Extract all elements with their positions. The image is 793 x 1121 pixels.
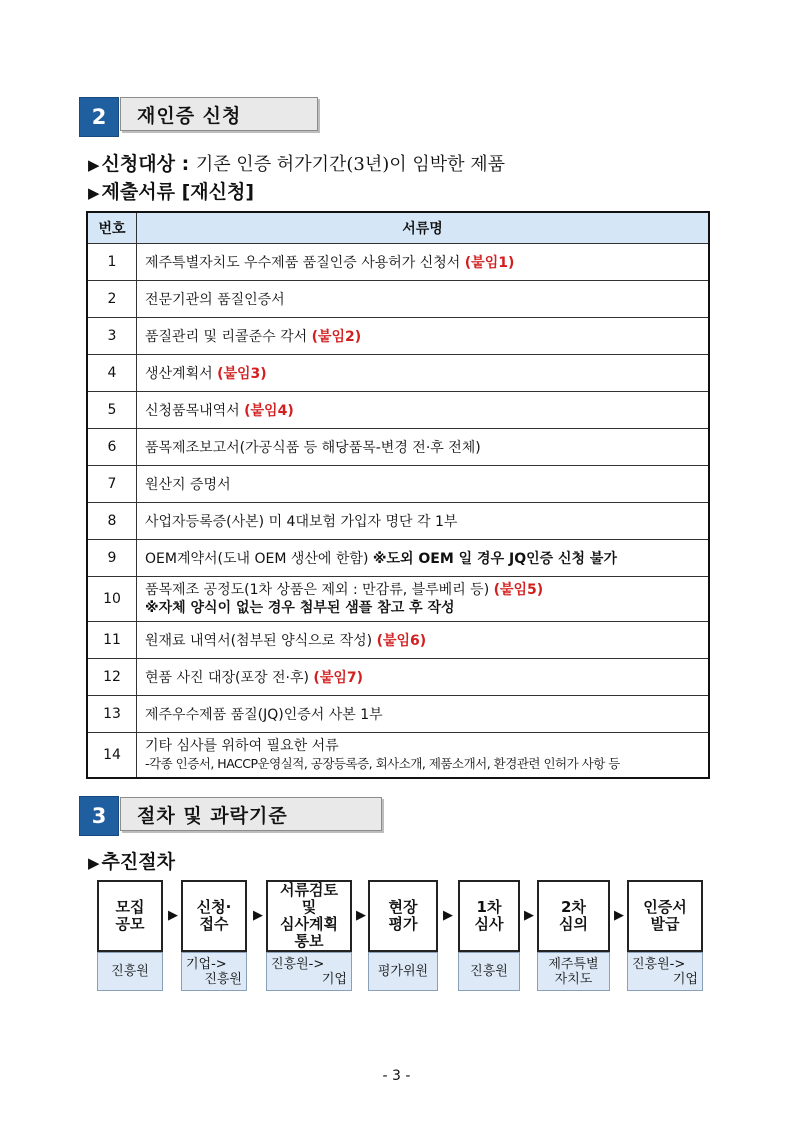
docs-heading xyxy=(88,177,254,204)
step-title: 발급 xyxy=(650,915,680,933)
triangle-bullet-icon: ▶ xyxy=(88,854,100,872)
attachment-tag: (붙임5) xyxy=(493,582,544,598)
attachment-tag: (붙임7) xyxy=(313,670,364,686)
row-number: 1 xyxy=(87,244,137,281)
table-row xyxy=(87,622,709,659)
step-title: 2차 xyxy=(561,898,586,916)
row-text xyxy=(137,659,710,696)
row-text xyxy=(137,503,710,540)
step-org: 진흥원 xyxy=(111,964,149,979)
table-row xyxy=(87,696,709,733)
documents-table xyxy=(86,211,710,779)
row-text xyxy=(137,540,710,577)
row-text xyxy=(137,577,710,622)
row-text xyxy=(137,392,710,429)
docs-label: 제출서류 [재신청] xyxy=(101,181,255,203)
row-number: 6 xyxy=(87,429,137,466)
doc-name: OEM계약서(도내 OEM 생산에 한함) xyxy=(145,551,369,567)
step-title: 심사 xyxy=(474,915,504,933)
row-text xyxy=(137,318,710,355)
row-number: 11 xyxy=(87,622,137,659)
step-title: 신청· xyxy=(196,898,232,916)
process-label: 추진절차 xyxy=(101,851,175,873)
table-row xyxy=(87,355,709,392)
table-row xyxy=(87,281,709,318)
step-org: 평가위원 xyxy=(377,964,429,979)
table-row xyxy=(87,503,709,540)
doc-name: 품목제조보고서(가공식품 등 해당품목-변경 전·후 전체) xyxy=(145,440,481,456)
table-row xyxy=(87,244,709,281)
table-row xyxy=(87,659,709,696)
apply-target-text: 기존 인증 허가기간(3년)이 임박한 제품 xyxy=(195,154,506,175)
triangle-bullet-icon: ▶ xyxy=(88,184,100,202)
section-number-2: 2 xyxy=(79,97,119,137)
doc-name: 제주우수제품 품질(JQ)인증서 사본 1부 xyxy=(145,707,383,723)
flow-arrow-icon: ▶ xyxy=(253,908,263,923)
step-title: 심의 xyxy=(559,915,588,933)
doc-name: 신청품목내역서 xyxy=(145,403,240,419)
header-doc-name: 서류명 xyxy=(137,212,710,244)
row-number: 7 xyxy=(87,466,137,503)
row-number: 12 xyxy=(87,659,137,696)
header-number: 번호 xyxy=(87,212,137,244)
table-row xyxy=(87,466,709,503)
row-number: 5 xyxy=(87,392,137,429)
row-number: 10 xyxy=(87,577,137,622)
row-number: 4 xyxy=(87,355,137,392)
step-title: 평가 xyxy=(388,915,418,933)
doc-name: 현품 사진 대장(포장 전·후) xyxy=(145,670,309,686)
doc-name: 제주특별자치도 우수제품 품질인증 사용허가 신청서 xyxy=(145,255,461,271)
step-title: 모집 xyxy=(115,898,145,916)
flow-arrow-icon: ▶ xyxy=(356,908,366,923)
step-org-from: 기업-> xyxy=(186,957,227,972)
step-title: 접수 xyxy=(199,915,229,933)
table-row xyxy=(87,392,709,429)
row-text xyxy=(137,281,710,318)
step-title: 심사계획 xyxy=(280,915,338,933)
section-title-procedure: 절차 및 과락기준 xyxy=(120,797,382,831)
row-text xyxy=(137,244,710,281)
attachment-tag: (붙임1) xyxy=(464,255,515,271)
row-text xyxy=(137,355,710,392)
section-title-reauth: 재인증 신청 xyxy=(120,97,318,131)
row-number: 14 xyxy=(87,733,137,779)
row-text xyxy=(137,466,710,503)
row-number: 3 xyxy=(87,318,137,355)
step-title: 1차 xyxy=(476,898,502,916)
step-title: 통보 xyxy=(294,932,324,950)
doc-name: 전문기관의 품질인증서 xyxy=(145,292,285,308)
step-org-to: 기업 xyxy=(672,972,698,987)
table-row xyxy=(87,318,709,355)
attachment-tag: (붙임3) xyxy=(217,366,267,382)
doc-note-bold: ※도외 OEM 일 경우 JQ인증 신청 불가 xyxy=(372,551,617,567)
row-number: 9 xyxy=(87,540,137,577)
flow-arrow-icon: ▶ xyxy=(443,908,453,923)
flow-arrow-icon: ▶ xyxy=(168,908,178,923)
step-org: 제주특별 xyxy=(548,956,599,972)
row-number: 2 xyxy=(87,281,137,318)
step-org-from: 진흥원-> xyxy=(632,957,686,972)
doc-detail: -각종 인증서, HACCP운영실적, 공장등록증, 회사소개, 제품소개서, 환경관련 인허가 사항 등 xyxy=(145,756,620,771)
apply-target-label: 신청대상 : xyxy=(101,153,190,175)
doc-name: 기타 심사를 위하여 필요한 서류 xyxy=(145,738,339,754)
step-org-to: 기업 xyxy=(321,972,347,987)
doc-name: 원산지 증명서 xyxy=(145,477,231,493)
row-text xyxy=(137,622,710,659)
table-row xyxy=(87,577,709,622)
table-row xyxy=(87,429,709,466)
step-title: 인증서 xyxy=(643,898,687,916)
page-number: - 3 - xyxy=(382,1068,411,1084)
flow-arrow-icon: ▶ xyxy=(614,908,624,923)
row-number: 13 xyxy=(87,696,137,733)
row-number: 8 xyxy=(87,503,137,540)
attachment-tag: (붙임6) xyxy=(376,633,427,649)
triangle-bullet-icon: ▶ xyxy=(88,156,100,174)
row-text xyxy=(137,733,710,779)
row-text xyxy=(137,429,710,466)
attachment-tag: (붙임4) xyxy=(244,403,294,419)
attachment-tag: (붙임2) xyxy=(311,329,362,345)
step-title: 현장 xyxy=(388,898,418,916)
step-title: 서류검토 xyxy=(280,881,338,899)
flow-arrow-icon: ▶ xyxy=(524,908,534,923)
apply-target-line xyxy=(88,149,505,176)
table-row xyxy=(87,540,709,577)
step-org-to: 진흥원 xyxy=(204,972,242,987)
step-title: 공모 xyxy=(115,915,145,933)
step-org-from: 진흥원-> xyxy=(271,957,325,972)
step-org: 진흥원 xyxy=(470,964,508,979)
row-text xyxy=(137,696,710,733)
process-heading xyxy=(88,847,175,874)
doc-name: 생산계획서 xyxy=(145,366,213,382)
doc-name: 원재료 내역서(첨부된 양식으로 작성) xyxy=(145,633,373,649)
doc-name: 품질관리 및 리콜준수 각서 xyxy=(145,329,308,345)
doc-note-bold: ※자체 양식이 없는 경우 첨부된 샘플 참고 후 작성 xyxy=(145,600,455,616)
step-org: 자치도 xyxy=(554,971,593,987)
section-number-3: 3 xyxy=(79,796,119,836)
doc-name: 품목제조 공정도(1차 상품은 제외 : 만감류, 블루베리 등) xyxy=(145,582,490,598)
doc-name: 사업자등록증(사본) 미 4대보험 가입자 명단 각 1부 xyxy=(145,514,458,530)
table-row xyxy=(87,733,709,779)
step-title: 및 xyxy=(301,898,317,916)
